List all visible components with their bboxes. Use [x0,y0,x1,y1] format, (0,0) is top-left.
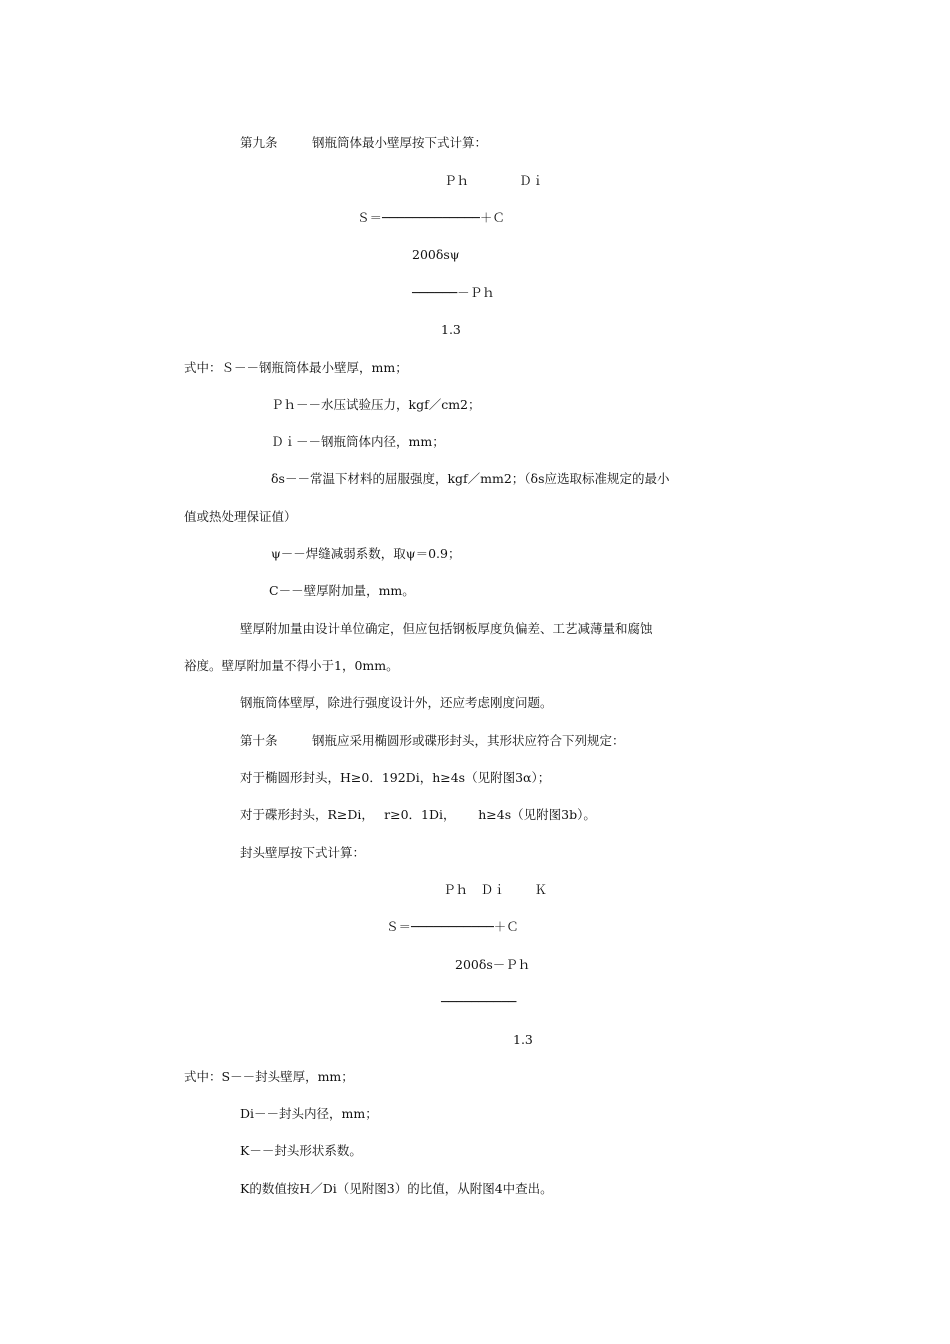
formula-2-denominator-mid: ────────── [441,994,517,1009]
formula-1-numerator: Ｐｈ Ｄｉ [444,173,545,188]
legend-1-ph: Ｐｈ－－水压试验压力，kgf／cm2； [271,397,481,412]
formula-2-denominator-bottom: 1.3 [513,1032,533,1047]
allowance-paragraph-line-2: 裕度。壁厚附加量不得小于1，0mm。 [184,658,399,673]
legend-1-psi: ψ－－焊缝减弱系数，取ψ＝0.9； [271,546,461,561]
formula-1-denominator-mid: ──────－Ｐｈ [412,285,495,300]
legend-2-intro: 式中：S－－封头壁厚，mm； [184,1069,354,1084]
article-9-heading: 第九条 [240,135,278,150]
k-value-note: K的数值按H／Di（见附图3）的比值，从附图4中查出。 [240,1181,553,1196]
article-10-heading: 第十条 [240,733,278,748]
dish-head-rule: 对于碟形封头，R≥Di， r≥0．1Di， h≥4s（见附图3b）。 [240,807,596,822]
rigidity-paragraph: 钢瓶筒体壁厚，除进行强度设计外，还应考虑刚度问题。 [240,695,553,710]
formula-1-denominator-bottom: 1.3 [441,322,461,337]
article-10-text: 钢瓶应采用椭圆形或碟形封头，其形状应符合下列规定： [312,733,625,748]
ellipse-head-rule: 对于椭圆形封头，H≥0．192Di，h≥4s（见附图3α）； [240,770,551,785]
formula-2-numerator: Ｐｈ Ｄｉ Ｋ [443,882,547,897]
formula-2-main: Ｓ＝───────────＋Ｃ [386,919,519,934]
head-calc-intro: 封头壁厚按下式计算： [240,845,366,860]
legend-1-ds: δs－－常温下材料的屈服强度，kgf／mm2；（δs应选取标准规定的最小 [271,471,670,486]
formula-2-denominator-top: 200δs－Ｐｈ [455,957,531,972]
formula-1-main: Ｓ＝─────────────＋Ｃ [357,210,505,225]
legend-2-di: Di－－封头内径，mm； [240,1106,378,1121]
legend-1-intro: 式中：Ｓ－－钢瓶筒体最小壁厚，mm； [184,360,408,375]
legend-2-k: K－－封头形状系数。 [240,1143,362,1158]
allowance-paragraph-line-1: 壁厚附加量由设计单位确定，但应包括钢板厚度负偏差、工艺减薄量和腐蚀 [240,621,653,636]
article-9-text: 钢瓶筒体最小壁厚按下式计算： [312,135,488,150]
legend-1-ds-continued: 值或热处理保证值） [184,509,297,524]
formula-1-denominator-top: 200δsψ [412,247,460,262]
legend-1-c: C－－壁厚附加量，mm。 [269,583,415,598]
legend-1-di: Ｄｉ－－钢瓶筒体内径，mm； [271,434,445,449]
